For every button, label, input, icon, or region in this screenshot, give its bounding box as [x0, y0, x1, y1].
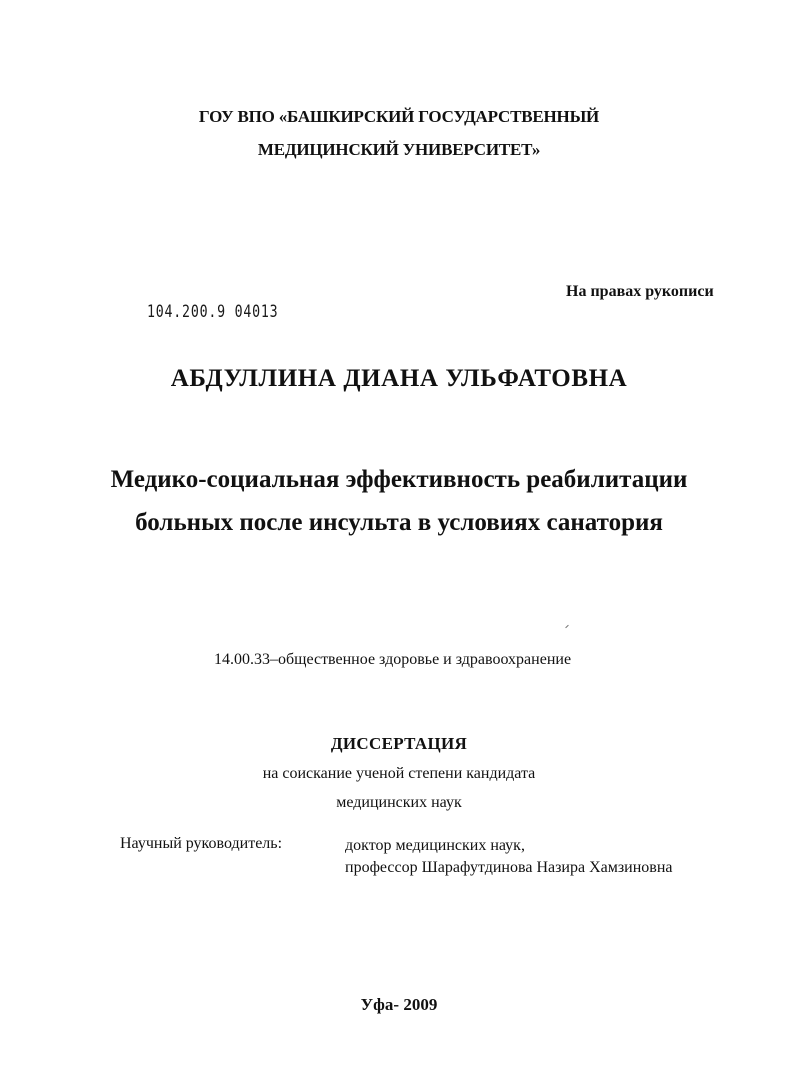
registration-stamp: 104.200.9 04013 [147, 302, 279, 322]
document-type-heading: ДИССЕРТАЦИЯ [330, 734, 468, 753]
title-line-1: Медико-социальная эффективность реабилитации [110, 466, 688, 493]
institution-line-1: ГОУ ВПО «БАШКИРСКИЙ ГОСУДАРСТВЕННЫЙ [198, 107, 600, 126]
rights-note: На правах рукописи [566, 283, 714, 300]
author-name: АБДУЛЛИНА ДИАНА УЛЬФАТОВНА [170, 365, 628, 392]
institution-name [0, 104, 798, 170]
dissertation-title [0, 458, 798, 544]
degree-line-2: медицинских наук [336, 794, 462, 811]
supervisor-details [345, 835, 673, 879]
degree-line-1: на соискание ученой степени кандидата [262, 765, 536, 782]
institution-line-2: МЕДИЦИНСКИЙ УНИВЕРСИТЕТ» [257, 140, 541, 159]
supervisor-degree: доктор медицинских наук, [345, 837, 525, 854]
degree-description [0, 762, 798, 820]
supervisor-label: Научный руководитель: [120, 835, 283, 852]
scan-speck [565, 625, 569, 629]
city-year: Уфа- 2009 [360, 995, 438, 1014]
title-line-2: больных после инсульта в условиях санатория [135, 509, 663, 536]
specialty-code: 14.00.33–общественное здоровье и здравоохранение [214, 651, 572, 668]
supervisor-name: профессор Шарафутдинова Назира Хамзиновна [345, 859, 673, 876]
